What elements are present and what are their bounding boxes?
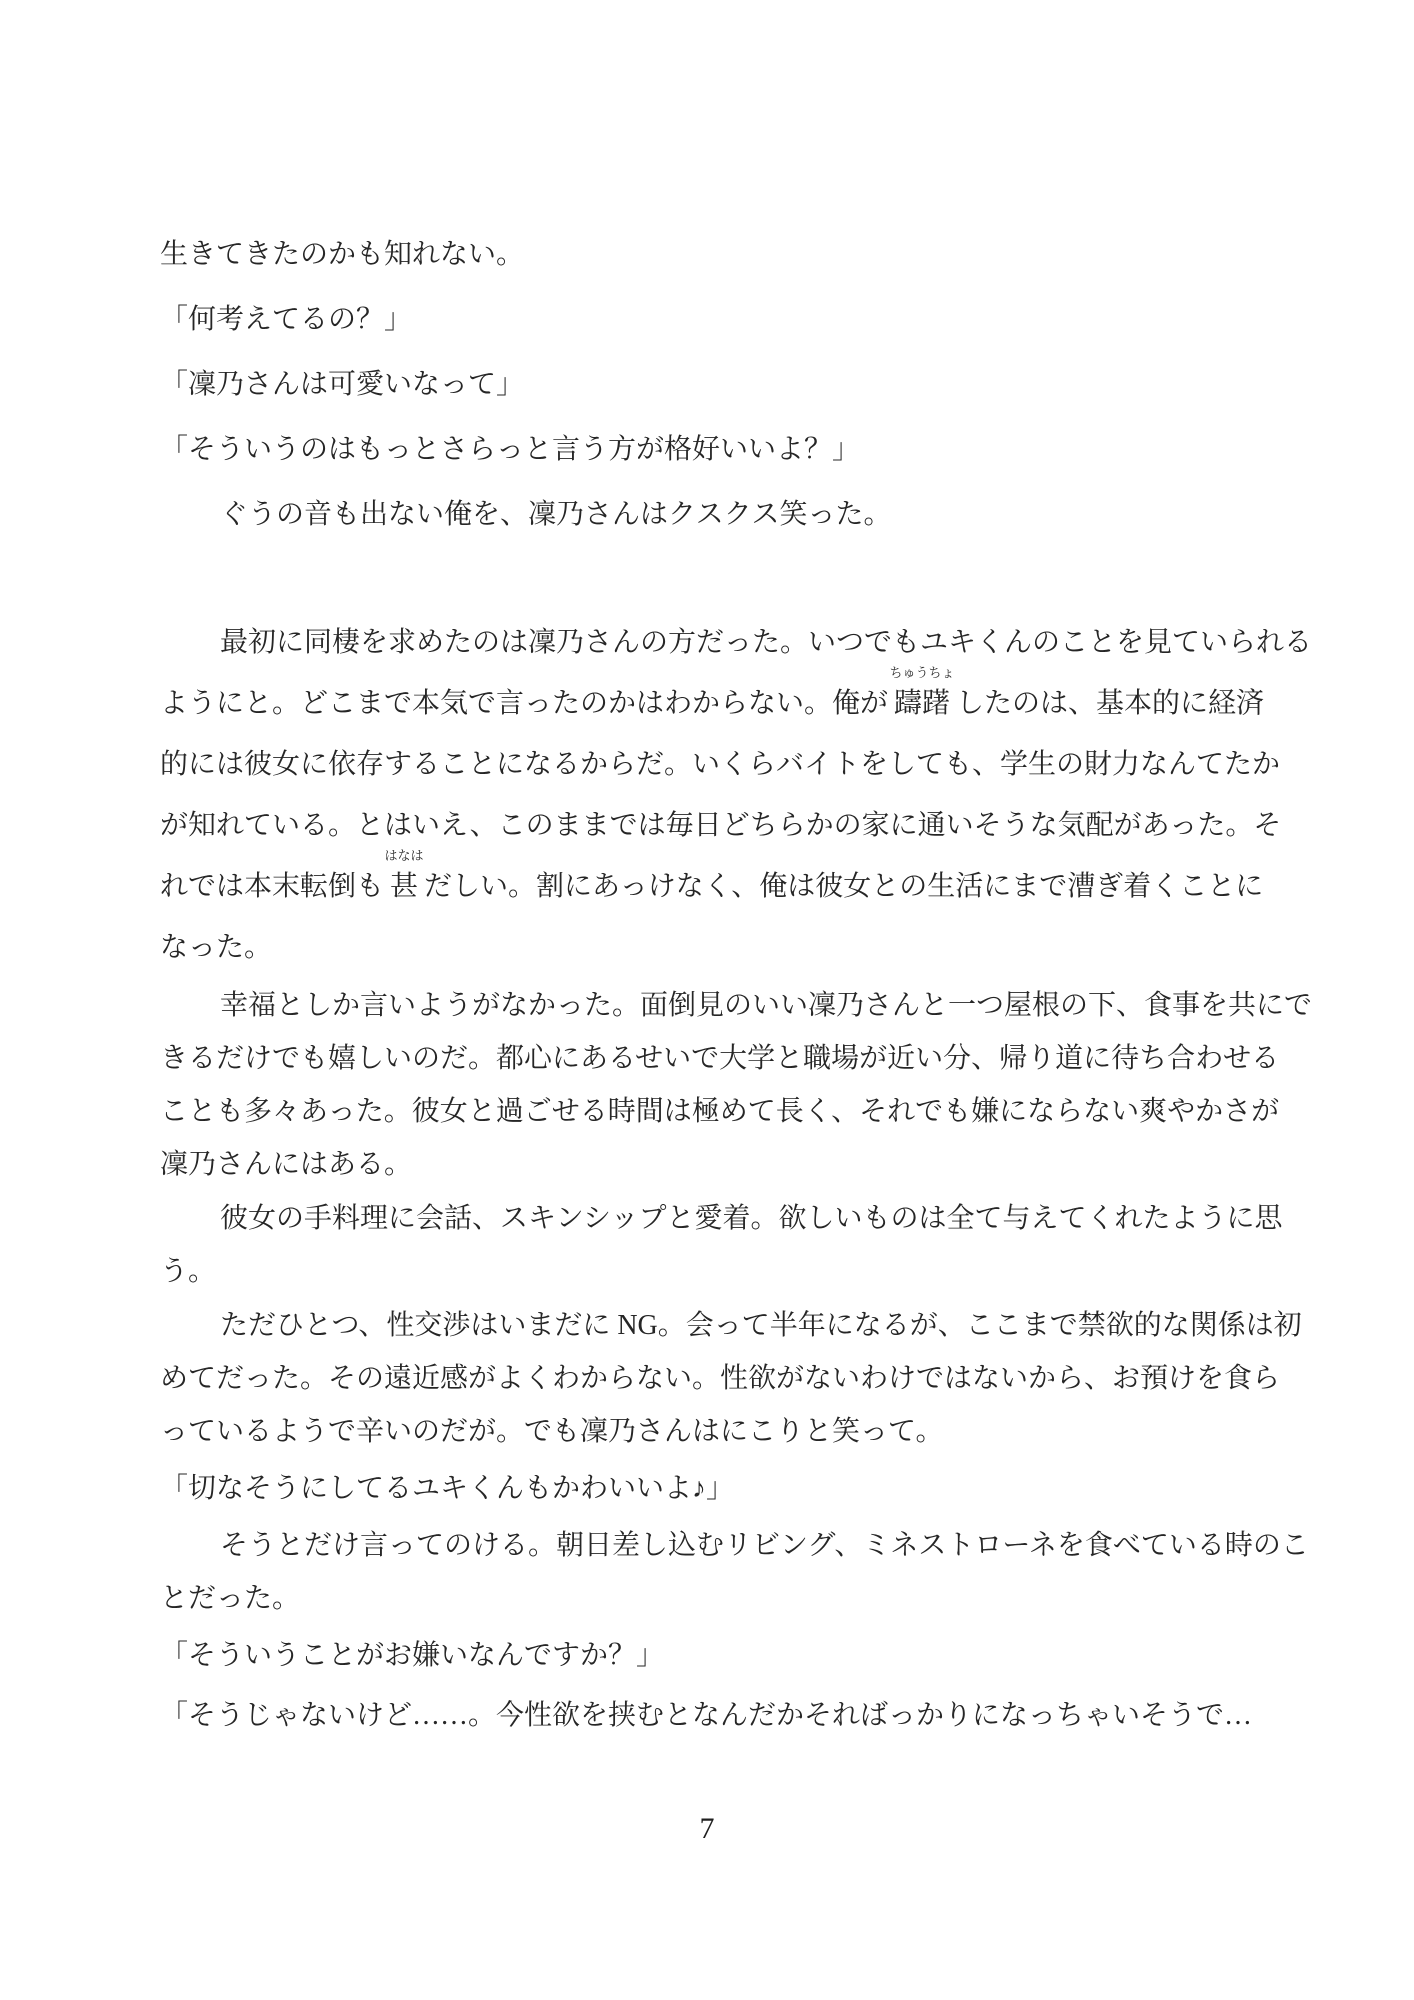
text-body	[160, 222, 1313, 1742]
text-line: 「そういうことがお嫌いなんですか？」	[160, 1640, 665, 1671]
text-line: 最初に同棲を求めたのは凜乃さんの方だった。いつでもユキくんのことを見ていられる	[220, 627, 1313, 658]
text-line: 「切なそうにしてるユキくんもかわいいよ♪」	[160, 1473, 735, 1504]
paragraph-block	[160, 1519, 1309, 1625]
text-line: 「そうじゃないけど……。今性欲を挟むとなんだかそればっかりになっちゃいそうで…	[160, 1700, 1253, 1731]
text-line: ようにと。どこまで本気で言ったのかはわからない。俺が 躊躇 ちゅうちょ したのは、基本的に経済	[160, 673, 1278, 734]
text-line: 「何考えてるの？」	[160, 304, 413, 335]
paragraph-block	[160, 1462, 1278, 1515]
text-line: ただひとつ、性交渉はいまだに NG。会って半年になるが、ここまで禁欲的な関係は初	[220, 1310, 1302, 1341]
text-line: 幸福としか言いようがなかった。面倒見のいい凜乃さんと一つ屋根の下、食事を共にで	[220, 990, 1313, 1021]
page-number: 7	[699, 1812, 715, 1845]
ruby-annotated-word: 躊躇 ちゅうちょ	[889, 665, 955, 719]
paragraph-block	[160, 222, 1278, 547]
text-line: ことも多々あった。彼女と過ごせる時間は極めて長く、それでも嫌にならない爽やかさが	[160, 1096, 1280, 1127]
text-line: 生きてきたのかも知れない。	[160, 239, 525, 270]
text-line: 「凜乃さんは可愛いなって」	[160, 369, 525, 400]
text-line: そうとだけ言ってのける。朝日差し込むリビング、ミネストローネを食べている時のこ	[220, 1530, 1309, 1561]
ruby-annotated-word: 甚 はなは	[384, 848, 424, 902]
paragraph-block	[160, 1192, 1283, 1298]
text-line: う。	[160, 1256, 217, 1287]
text-line: なった。	[160, 932, 273, 963]
text-line: ぐうの音も出ない俺を、凜乃さんはクスクス笑った。	[220, 499, 892, 530]
text-line: っているようで辛いのだが。でも凜乃さんはにこりと笑って。	[160, 1416, 944, 1447]
text-line: とだった。	[160, 1583, 301, 1614]
text-line: 「そういうのはもっとさらっと言う方が格好いいよ？」	[160, 434, 861, 465]
paragraph-block	[160, 979, 1313, 1191]
text-line: めてだった。その遠近感がよくわからない。性欲がないわけではないから、お預けを食ら	[160, 1363, 1281, 1394]
furigana-text: はなは	[384, 848, 424, 863]
text-line: 凜乃さんにはある。	[160, 1149, 413, 1180]
paragraph-block	[160, 1689, 1278, 1742]
paragraph-block	[160, 1299, 1302, 1458]
text-line: きるだけでも嬉しいのだ。都心にあるせいで大学と職場が近い分、帰り道に待ち合わせる	[160, 1043, 1280, 1074]
furigana-text: ちゅうちょ	[889, 665, 955, 680]
text-line: が知れている。とはいえ、このままでは毎日どちらかの家に通いそうな気配があった。そ	[160, 810, 1282, 841]
text-line: れでは本末転倒も 甚 はなは だしい。割にあっけなく、俺は彼女との生活にまで漕ぎ着くことに	[160, 856, 1278, 917]
paragraph-block	[160, 612, 1313, 978]
paragraph-block	[160, 1629, 1278, 1682]
text-line: 彼女の手料理に会話、スキンシップと愛着。欲しいものは全て与えてくれたように思	[220, 1203, 1283, 1234]
text-line: 的には彼女に依存することになるからだ。いくらバイトをしても、学生の財力なんてたか	[160, 749, 1281, 780]
